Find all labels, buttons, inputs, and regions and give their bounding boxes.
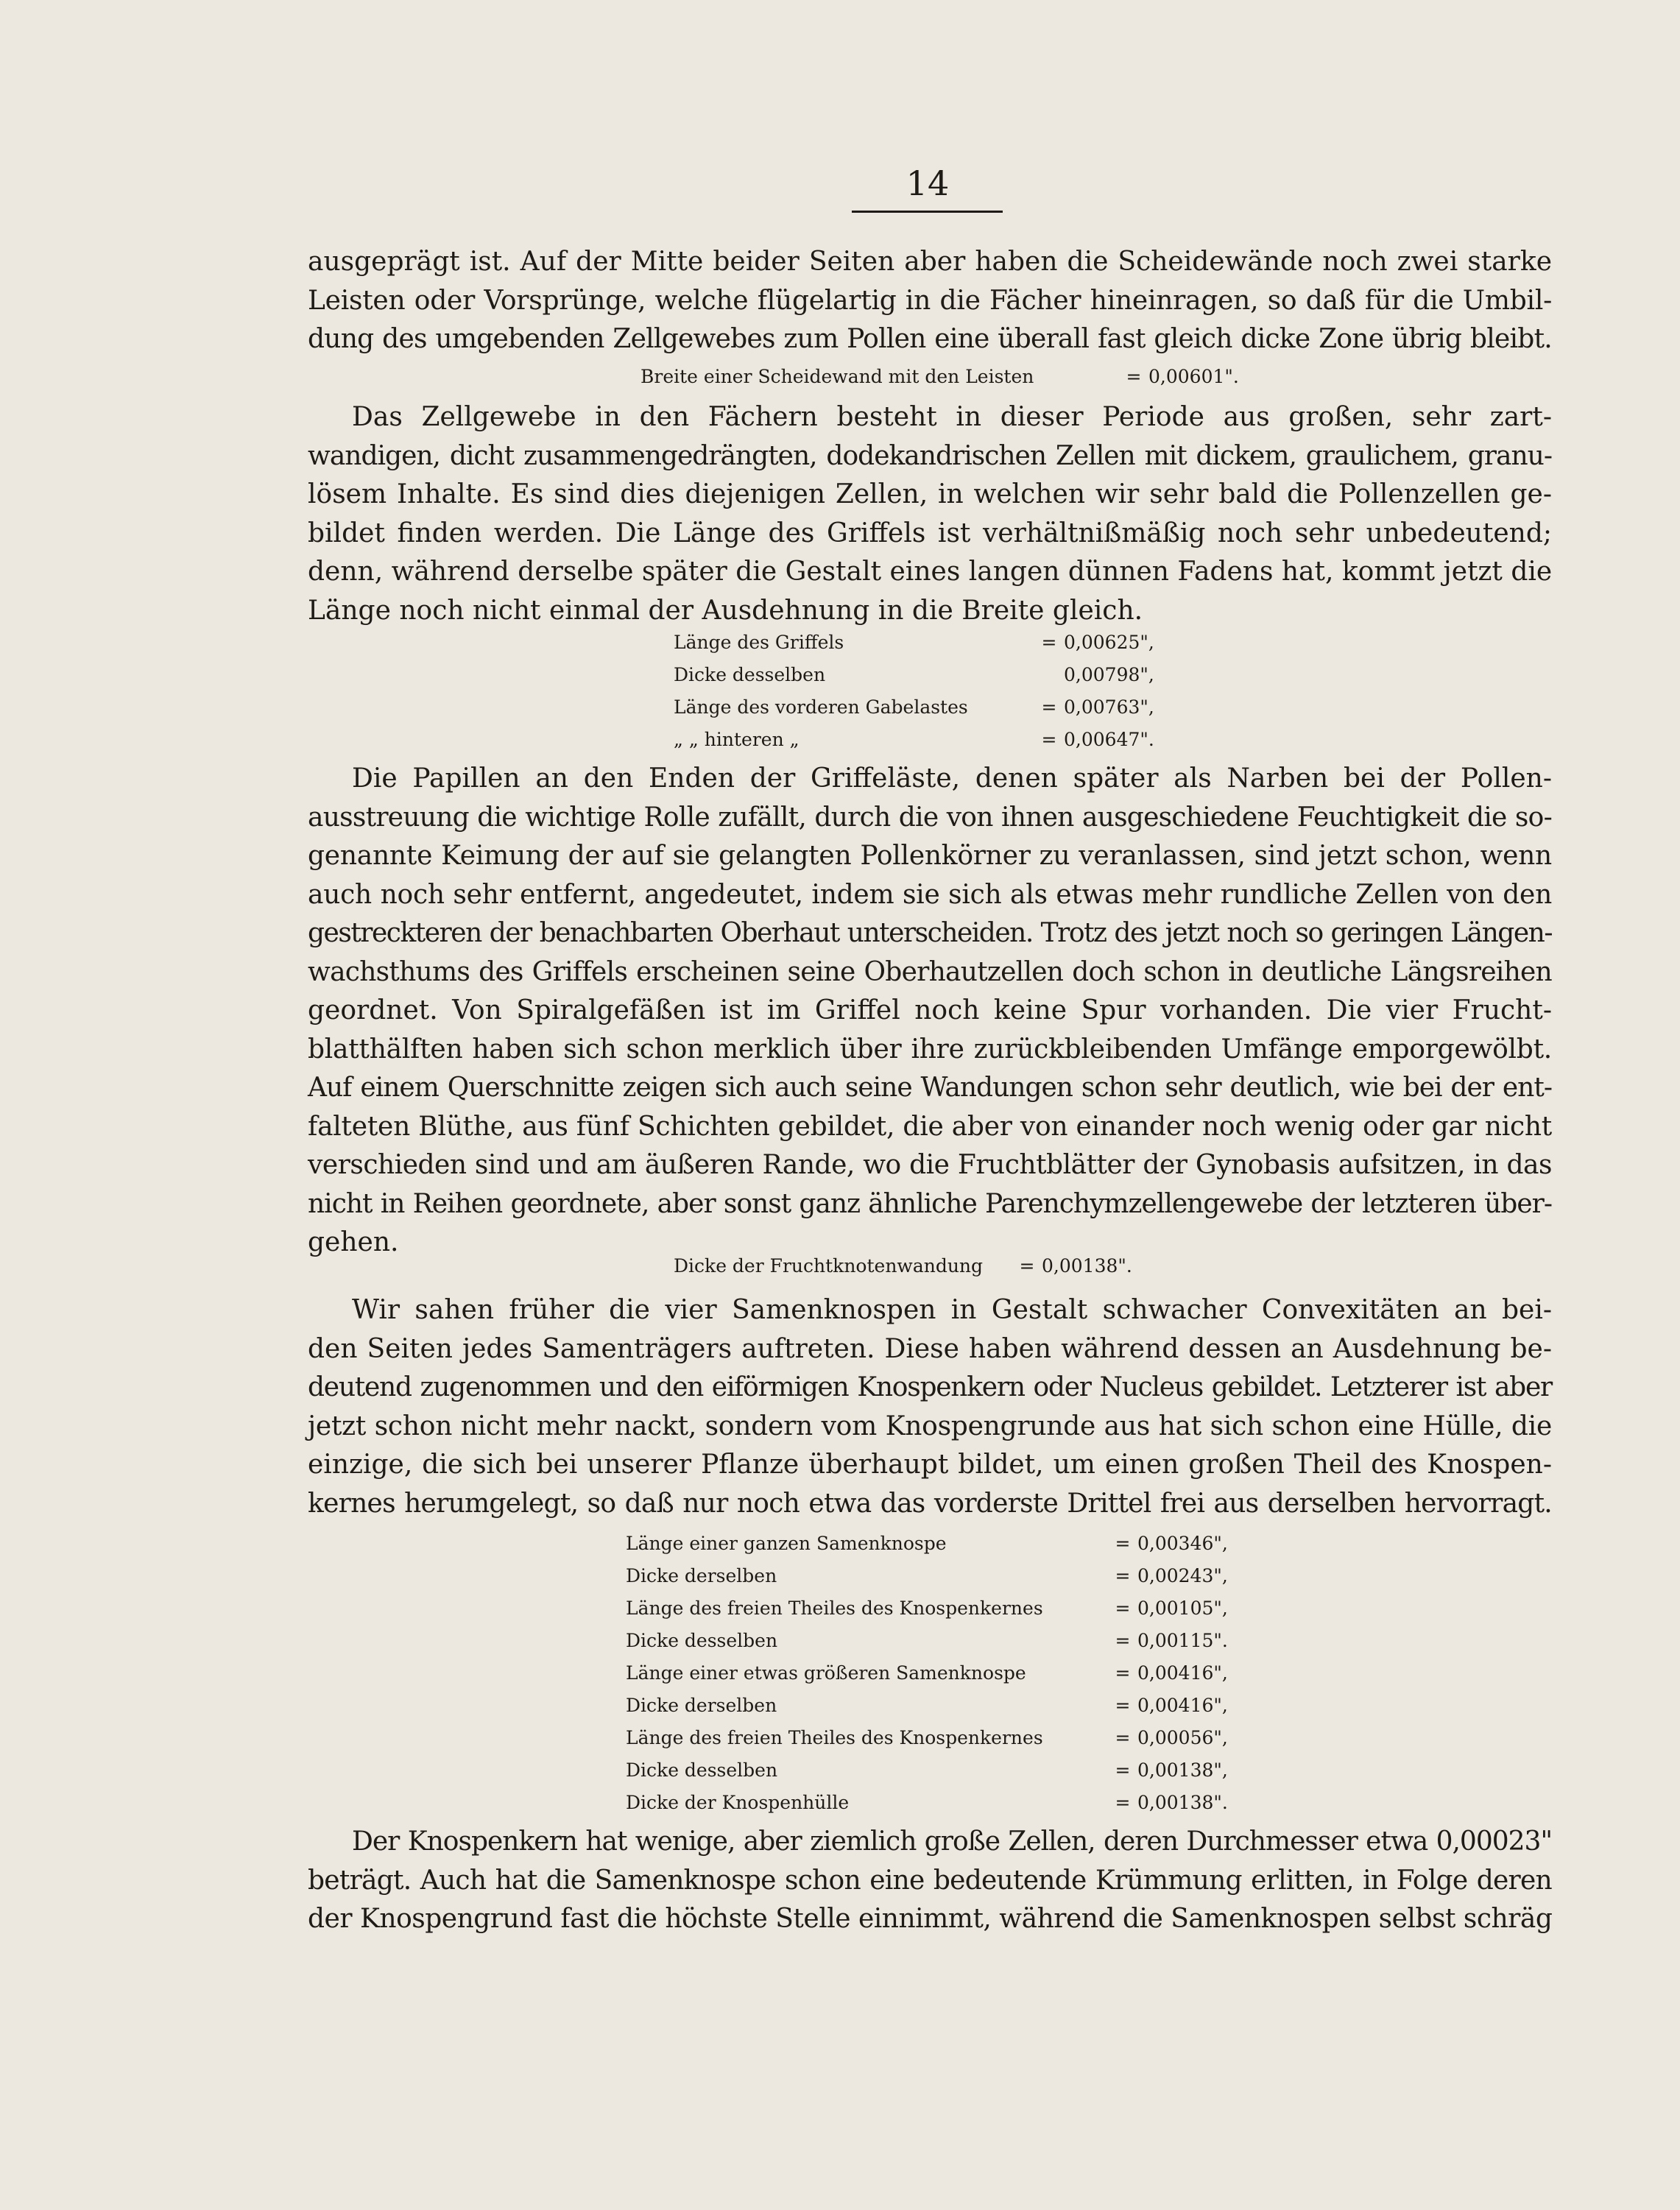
measurement-value: 0,00416", xyxy=(1137,1695,1228,1716)
measurement-label: „ „ hinteren „ xyxy=(674,729,800,750)
text-line: geordnet. Von Spiralgefäßen ist im Griffel noch keine Spur vorhanden. Die vier Frucht- xyxy=(308,995,1552,1025)
text-line: Das Zellgewebe in den Fächern besteht in dieser Periode aus großen, sehr zart- xyxy=(352,402,1552,432)
text-line: jetzt schon nicht mehr nackt, sondern vom Knospengrunde aus hat sich schon eine Hülle, die xyxy=(308,1411,1552,1441)
measurement-label: Länge einer etwas größeren Samenknospe xyxy=(626,1662,1026,1684)
paragraph-5 xyxy=(308,1823,1552,1939)
measurement-row xyxy=(640,361,1239,393)
text-line: falteten Blüthe, aus fünf Schichten gebildet, die aber von einander noch wenig oder gar nicht xyxy=(308,1111,1553,1142)
text-line: ausgeprägt ist. Auf der Mitte beider Seiten aber haben die Scheidewände noch zwei starke xyxy=(308,247,1552,277)
text-line: Auf einem Querschnitte zeigen sich auch seine Wandungen schon sehr deutlich, wie bei der ent- xyxy=(308,1073,1552,1103)
text-line: wachsthums des Griffels erscheinen seine Oberhautzellen doch schon in deutliche Längsreihen xyxy=(308,956,1552,987)
measurement-value: 0,00798", xyxy=(1064,664,1154,685)
measurement-block-3 xyxy=(674,1250,1132,1282)
measurement-label: Länge des vorderen Gabelastes xyxy=(674,696,968,718)
text-line: genannte Keimung der auf sie gelangten Pollenkörner zu veranlassen, sind jetzt schon, wenn xyxy=(308,841,1552,871)
text-line: Leisten oder Vorsprünge, welche flügelartig in die Fächer hineinragen, so daß für die Umbil- xyxy=(308,285,1552,316)
text-line: denn, während derselbe später die Gestalt eines langen dünnen Fadens hat, kommt jetzt die xyxy=(308,557,1553,587)
measurement-label: Dicke der Fruchtknotenwandung xyxy=(674,1255,984,1277)
text-line: bildet finden werden. Die Länge des Griffels ist verhältnißmäßig noch sehr unbedeutend; xyxy=(308,518,1552,548)
measurement-label: Länge des freien Theiles des Knospenkernes xyxy=(626,1598,1043,1619)
measurement-label: Breite einer Scheidewand mit den Leisten xyxy=(640,366,1034,387)
measurement-row xyxy=(626,1787,1228,1819)
measurement-label: Länge des freien Theiles des Knospenkernes xyxy=(626,1727,1043,1748)
text-line: deutend zugenommen und den eiförmigen Knospenkern oder Nucleus gebildet. Letzterer ist aber xyxy=(308,1372,1552,1402)
measurement-equals: = xyxy=(1115,1598,1131,1619)
measurement-equals: = xyxy=(1041,729,1057,750)
measurement-value: 0,00138". xyxy=(1042,1255,1132,1277)
text-line: wandigen, dicht zusammengedrängten, dodekandrischen Zellen mit dickem, graulichem, granu- xyxy=(308,440,1552,471)
measurement-value: 0,00346", xyxy=(1137,1533,1228,1554)
measurement-row xyxy=(674,626,1154,659)
measurement-value: 0,00138", xyxy=(1137,1759,1228,1781)
measurement-value: 0,00115". xyxy=(1137,1630,1228,1651)
text-line: verschieden sind und am äußeren Rande, wo die Fruchtblätter der Gynobasis aufsitzen, in das xyxy=(308,1150,1552,1180)
measurement-block-2 xyxy=(674,626,1154,756)
measurement-value: 0,00647". xyxy=(1064,729,1154,750)
text-line: der Knospengrund fast die höchste Stelle einnimmt, während die Samenknospen selbst schräg xyxy=(308,1904,1553,1934)
text-line: beträgt. Auch hat die Samenknospe schon eine bedeutende Krümmung erlitten, in Folge deren xyxy=(308,1865,1552,1896)
measurement-equals: = xyxy=(1115,1565,1131,1586)
text-line: den Seiten jedes Samenträgers auftreten. Diese haben während dessen an Ausdehnung be- xyxy=(308,1333,1552,1364)
measurement-equals: = xyxy=(1115,1727,1131,1748)
measurement-block-4 xyxy=(626,1528,1228,1819)
text-line: Die Papillen an den Enden der Griffeläste, denen später als Narben bei der Pollen- xyxy=(352,763,1552,794)
text-line: einzige, die sich bei unserer Pflanze überhaupt bildet, um einen großen Theil des Knospen- xyxy=(308,1450,1552,1480)
measurement-row xyxy=(626,1690,1228,1722)
text-line: lösem Inhalte. Es sind dies diejenigen Zellen, in welchen wir sehr bald die Pollenzellen ge- xyxy=(308,479,1552,509)
measurement-label: Dicke derselben xyxy=(626,1695,777,1716)
measurement-label: Dicke desselben xyxy=(626,1630,778,1651)
measurement-row xyxy=(674,1250,1132,1282)
measurement-equals: = xyxy=(1115,1533,1131,1554)
measurement-block-1 xyxy=(640,361,1239,393)
measurement-equals: = xyxy=(1041,632,1057,653)
measurement-value: 0,00416", xyxy=(1137,1662,1228,1684)
measurement-equals: = xyxy=(1115,1630,1131,1651)
measurement-row xyxy=(626,1625,1228,1657)
page-number-rule xyxy=(852,211,1003,213)
measurement-equals: = xyxy=(1019,1255,1035,1277)
measurement-label: Dicke desselben xyxy=(626,1759,778,1781)
measurement-value: 0,00138". xyxy=(1137,1792,1228,1813)
measurement-row xyxy=(626,1657,1228,1690)
text-line: Wir sahen früher die vier Samenknospen in Gestalt schwacher Convexitäten an bei- xyxy=(352,1295,1552,1325)
measurement-label: Dicke desselben xyxy=(674,664,826,685)
text-line: dung des umgebenden Zellgewebes zum Pollen eine überall fast gleich dicke Zone übrig bleibt. xyxy=(308,324,1552,354)
measurement-equals: = xyxy=(1115,1792,1131,1813)
measurement-label: Länge des Griffels xyxy=(674,632,844,653)
text-line: Der Knospenkern hat wenige, aber ziemlich große Zellen, deren Durchmesser etwa 0,00023" xyxy=(352,1826,1552,1857)
paragraph-4 xyxy=(308,1291,1552,1523)
measurement-label: Dicke derselben xyxy=(626,1565,777,1586)
measurement-equals xyxy=(1034,659,1064,691)
measurement-row xyxy=(626,1528,1228,1560)
page-number: 14 xyxy=(906,163,950,203)
measurement-equals: = xyxy=(1115,1662,1131,1684)
measurement-label: Dicke der Knospenhülle xyxy=(626,1792,850,1813)
text-line: gehen. xyxy=(308,1227,399,1257)
measurement-row xyxy=(674,691,1154,724)
paragraph-3 xyxy=(308,760,1552,1263)
text-line: kernes herumgelegt, so daß nur noch etwa das vorderste Drittel frei aus derselben hervorragt. xyxy=(308,1488,1552,1519)
measurement-row xyxy=(674,724,1154,756)
text-line: blatthälften haben sich schon merklich über ihre zurückbleibenden Umfänge emporgewölbt. xyxy=(308,1034,1552,1065)
measurement-value: 0,00763", xyxy=(1064,696,1154,718)
text-line: auch noch sehr entfernt, angedeutet, indem sie sich als etwas mehr rundliche Zellen von den xyxy=(308,879,1552,910)
measurement-value: 0,00243", xyxy=(1137,1565,1228,1586)
measurement-row xyxy=(626,1592,1228,1625)
measurement-value: 0,00625", xyxy=(1064,632,1154,653)
measurement-row xyxy=(674,659,1154,691)
measurement-value: 0,00056", xyxy=(1137,1727,1228,1748)
paragraph-2 xyxy=(308,398,1552,630)
measurement-label: Länge einer ganzen Samenknospe xyxy=(626,1533,947,1554)
text-line: ausstreuung die wichtige Rolle zufällt, durch die von ihnen ausgeschiedene Feuchtigkeit die so- xyxy=(308,802,1552,833)
text-line: nicht in Reihen geordnete, aber sonst ganz ähnliche Parenchymzellengewebe der letzteren über- xyxy=(308,1188,1552,1219)
measurement-row xyxy=(626,1722,1228,1754)
measurement-row xyxy=(626,1754,1228,1787)
measurement-equals: = xyxy=(1115,1695,1131,1716)
text-line: gestreckteren der benachbarten Oberhaut unterscheiden. Trotz des jetzt noch so geringen Längen- xyxy=(308,918,1552,948)
measurement-equals: = xyxy=(1126,366,1142,387)
paragraph-1 xyxy=(308,243,1552,359)
measurement-equals: = xyxy=(1115,1759,1131,1781)
measurement-value: 0,00601". xyxy=(1148,366,1239,387)
text-line: Länge noch nicht einmal der Ausdehnung in die Breite gleich. xyxy=(308,595,1143,626)
measurement-value: 0,00105", xyxy=(1137,1598,1228,1619)
measurement-row xyxy=(626,1560,1228,1592)
measurement-equals: = xyxy=(1041,696,1057,718)
